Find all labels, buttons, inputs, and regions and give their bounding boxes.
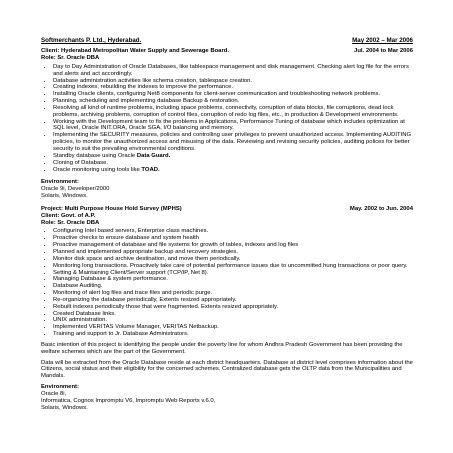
list-item: • Resolving all kind of runtime problems, including space problems, connectivity, corruption of data blocks, file corruptions, dead lock problems, archiving problems, corruption of control files, corruption of redo log files, etc., in production & Development environments.: [53, 105, 413, 119]
role-line: Role: Sr. Oracle DBA: [41, 219, 100, 226]
list-item: • Implemented VERITAS Volume Manager, VERITAS Netbackup.: [53, 324, 413, 331]
list-item: • Rebuilt indexes periodically those that were fragmented. Extents resized appropriately.: [53, 304, 413, 311]
list-item: • Working with the Development team to fix the problems in Applications, Performance Tuning of database which includes optimization at SQL level, Oracle INIT.ORA, Oracle SGA, I/O balancing and memory.: [53, 119, 413, 133]
environment-line: Solaris, Windows.: [41, 404, 88, 411]
list-item: [53, 153, 413, 160]
list-item: • Database administration activities like schema creation, tablespace creation.: [53, 78, 413, 85]
duties-list: [41, 64, 413, 174]
list-item: • Proactive management of database and file systems for growth of tables, indexes and log files: [53, 242, 413, 249]
environment-line: Oracle 9i, Developer/2000: [41, 186, 110, 193]
experience-section: [41, 37, 413, 412]
list-item: [53, 167, 413, 174]
list-item: • Cloning of Database.: [53, 160, 413, 167]
list-item: • Installing Oracle clients, configuring Net8 components for client-server communication and troubleshooting network problems.: [53, 91, 413, 98]
environment-line: Solaris, Windows.: [41, 193, 88, 200]
client-name: Client: Hyderabad Metropolitan Water Supply and Sewerage Board.: [41, 48, 229, 55]
list-item: • Proactive checks to ensure database and system health: [53, 235, 413, 242]
project-description: Basic intention of this project is identifying the people under the poverty line for whom Andhra Pradesh Government has been providing the welfare schemes which are the part of the Government.: [41, 341, 403, 355]
list-item-text: Standby database using Oracle: [53, 152, 137, 159]
list-item: • Planned and implemented appropriate backup and recovery strategies.: [53, 249, 413, 256]
list-item: • Monitoring long transactions. Proactively take care of potential performance issues due to uncommitted hung transactions or poor query.: [53, 263, 413, 270]
list-item: • Training and support to Jr. Database Administrators.: [53, 331, 413, 338]
list-item: • Created Database links.: [53, 311, 413, 318]
list-item: • Managing Database & system performance.: [53, 276, 413, 283]
environment-line: Oracle 8i,: [41, 391, 67, 397]
list-item: • Planning, scheduling and implementing database Backup & restoration.: [53, 98, 413, 105]
list-item: • Setting & Maintaining Client/Server support (TCP/IP, Net 8).: [53, 270, 413, 277]
list-item: • Day to Day Administration of Oracle Databases, like tablespace management and disk management. Checking alert log file for the errors and alerts and act accordingly.: [53, 64, 413, 78]
project-line: [41, 206, 413, 213]
duties-list: [41, 228, 413, 338]
environment-line: Informatica, Cognos Impromptu V6, Impromptu Web Reports v.6.0,: [41, 397, 216, 404]
role-line: Role: Sr. Oracle DBA: [41, 55, 100, 62]
job-header: [41, 37, 413, 44]
project-name: Project: Multi Purpose House Hold Survey (MPHS): [41, 205, 182, 212]
list-item-emphasis: TOAD.: [141, 166, 160, 173]
list-item: • Monitor disk space and archive destination, and move them periodically.: [53, 256, 413, 263]
job-period: May 2002 – Mar 2006: [352, 37, 413, 44]
company-name: Softmerchants P. Ltd., Hyderabad.: [41, 37, 142, 44]
list-item-text: Oracle monitoring using tools like: [53, 166, 142, 173]
list-item: • Configuring Intel based servers, Enterprise class machines.: [53, 228, 413, 235]
list-item: • Creating indexes, rebuilding the indexes to improve the performance.: [53, 84, 413, 91]
client-line: Client: Govt. of A.P.: [41, 212, 96, 219]
client-line: [41, 48, 413, 55]
list-item: • UNIX administration.: [53, 317, 413, 324]
list-item: • Implementing the SECURITY measures, policies and controlling user privileges to prevent unauthorized access. Implementing AUDITING policies, to monitor the unauthorized access and misusing of the data. Reviewing and revising security policies, auditing polices for better security to suit the prevailing environmental conditions.: [53, 132, 413, 153]
project-description: Data will be extracted from the Oracle Database reside at each district headquarters. Database at district level comprises information about the Citizens, social status and their eligibility for the concerned schemes. Centralized database gets the OLTP data from the Municipalities and Mandals.: [41, 359, 413, 380]
list-item: • Re-organizing the database periodically, Extents resized appropriately.: [53, 297, 413, 304]
list-item: • Monitoring of alert log files and trace files and periodic purge.: [53, 290, 413, 297]
list-item-emphasis: Data Guard.: [136, 152, 171, 159]
list-item: • Database Auditing.: [53, 283, 413, 290]
project-period: May. 2002 to Jun. 2004: [349, 205, 413, 212]
environment-heading: Environment:: [41, 179, 79, 186]
environment-heading: Environment:: [41, 384, 79, 391]
client-period: Jul. 2004 to Mar 2006: [354, 48, 413, 55]
